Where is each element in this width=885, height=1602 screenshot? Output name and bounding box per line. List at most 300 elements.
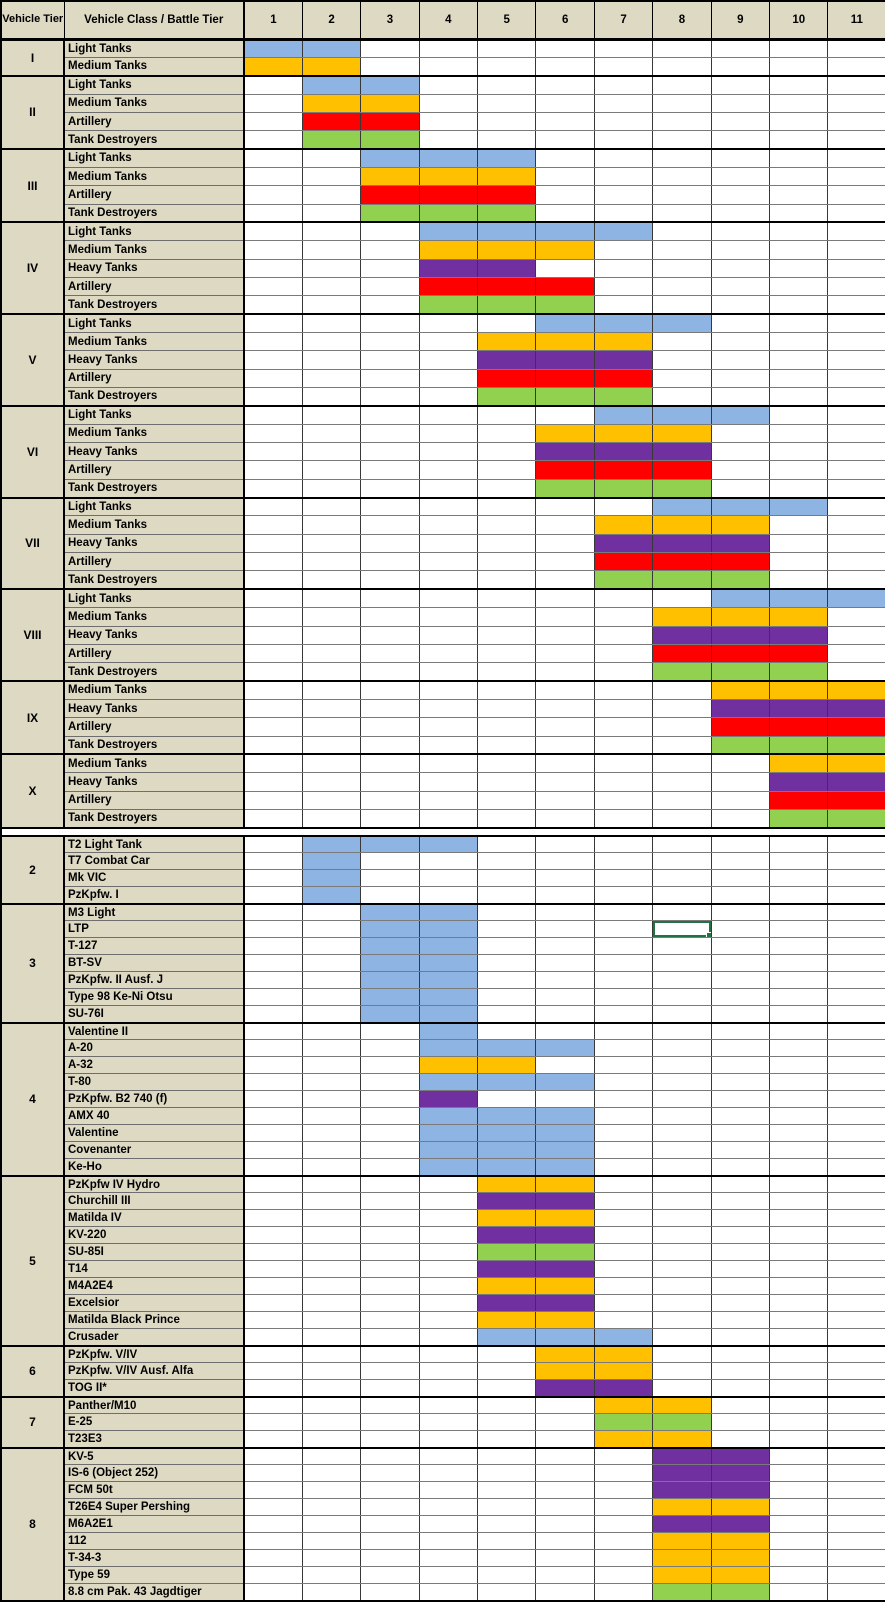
battle-tier-range-cell[interactable]	[711, 498, 769, 516]
grid-cell[interactable]	[770, 1006, 828, 1023]
grid-cell[interactable]	[478, 1414, 536, 1431]
grid-cell[interactable]	[361, 1176, 419, 1193]
grid-cell[interactable]	[711, 333, 769, 351]
grid-cell[interactable]	[770, 1414, 828, 1431]
grid-cell[interactable]	[244, 1499, 302, 1516]
battle-tier-range-cell[interactable]	[711, 589, 769, 607]
grid-cell[interactable]	[770, 1040, 828, 1057]
grid-cell[interactable]	[478, 112, 536, 130]
grid-cell[interactable]	[419, 39, 477, 57]
grid-cell[interactable]	[711, 39, 769, 57]
grid-cell[interactable]	[244, 699, 302, 717]
battle-tier-range-cell[interactable]	[478, 1295, 536, 1312]
battle-tier-range-cell[interactable]	[594, 1329, 652, 1346]
battle-tier-range-cell[interactable]	[419, 241, 477, 259]
grid-cell[interactable]	[536, 699, 594, 717]
grid-cell[interactable]	[361, 1108, 419, 1125]
battle-tier-range-cell[interactable]	[711, 516, 769, 534]
battle-tier-range-cell[interactable]	[419, 296, 477, 314]
grid-cell[interactable]	[770, 479, 828, 497]
grid-cell[interactable]	[536, 791, 594, 809]
grid-cell[interactable]	[478, 76, 536, 94]
grid-cell[interactable]	[536, 1023, 594, 1040]
grid-cell[interactable]	[770, 1465, 828, 1482]
battle-tier-range-cell[interactable]	[828, 736, 885, 754]
grid-cell[interactable]	[711, 204, 769, 222]
grid-cell[interactable]	[302, 955, 360, 972]
grid-cell[interactable]	[244, 1516, 302, 1533]
grid-cell[interactable]	[828, 853, 885, 870]
grid-cell[interactable]	[711, 259, 769, 277]
grid-cell[interactable]	[828, 516, 885, 534]
grid-cell[interactable]	[302, 1414, 360, 1431]
grid-cell[interactable]	[302, 608, 360, 626]
battle-tier-range-cell[interactable]	[594, 222, 652, 240]
battle-tier-range-cell[interactable]	[594, 1397, 652, 1414]
grid-cell[interactable]	[594, 131, 652, 149]
battle-tier-range-cell[interactable]	[653, 1482, 711, 1499]
grid-cell[interactable]	[594, 718, 652, 736]
grid-cell[interactable]	[302, 699, 360, 717]
grid-cell[interactable]	[770, 57, 828, 75]
grid-cell[interactable]	[478, 663, 536, 681]
grid-cell[interactable]	[711, 870, 769, 887]
grid-cell[interactable]	[478, 1499, 536, 1516]
grid-cell[interactable]	[770, 1363, 828, 1380]
grid-cell[interactable]	[711, 351, 769, 369]
grid-cell[interactable]	[361, 887, 419, 904]
battle-tier-range-cell[interactable]	[478, 149, 536, 167]
grid-cell[interactable]	[594, 1193, 652, 1210]
grid-cell[interactable]	[828, 534, 885, 552]
grid-cell[interactable]	[711, 1431, 769, 1448]
grid-cell[interactable]	[302, 167, 360, 185]
battle-tier-range-cell[interactable]	[478, 204, 536, 222]
battle-tier-range-cell[interactable]	[653, 571, 711, 589]
grid-cell[interactable]	[419, 1516, 477, 1533]
battle-tier-range-cell[interactable]	[478, 351, 536, 369]
grid-cell[interactable]	[594, 1550, 652, 1567]
grid-cell[interactable]	[536, 681, 594, 699]
grid-cell[interactable]	[594, 938, 652, 955]
grid-cell[interactable]	[711, 1057, 769, 1074]
grid-cell[interactable]	[594, 241, 652, 259]
grid-cell[interactable]	[419, 351, 477, 369]
grid-cell[interactable]	[653, 1278, 711, 1295]
battle-tier-range-cell[interactable]	[419, 259, 477, 277]
grid-cell[interactable]	[536, 1397, 594, 1414]
grid-cell[interactable]	[828, 39, 885, 57]
grid-cell[interactable]	[711, 1176, 769, 1193]
battle-tier-range-cell[interactable]	[711, 553, 769, 571]
battle-tier-range-cell[interactable]	[711, 1516, 769, 1533]
grid-cell[interactable]	[302, 259, 360, 277]
grid-cell[interactable]	[244, 553, 302, 571]
battle-tier-range-cell[interactable]	[478, 388, 536, 406]
grid-cell[interactable]	[536, 870, 594, 887]
grid-cell[interactable]	[302, 754, 360, 772]
grid-cell[interactable]	[828, 1227, 885, 1244]
grid-cell[interactable]	[244, 1261, 302, 1278]
grid-cell[interactable]	[419, 1431, 477, 1448]
battle-tier-range-cell[interactable]	[653, 1431, 711, 1448]
grid-cell[interactable]	[653, 1006, 711, 1023]
grid-cell[interactable]	[770, 534, 828, 552]
grid-cell[interactable]	[828, 1278, 885, 1295]
grid-cell[interactable]	[361, 424, 419, 442]
battle-tier-range-cell[interactable]	[594, 1431, 652, 1448]
battle-tier-range-cell[interactable]	[536, 1040, 594, 1057]
battle-tier-range-cell[interactable]	[653, 498, 711, 516]
grid-cell[interactable]	[828, 1108, 885, 1125]
battle-tier-range-cell[interactable]	[361, 836, 419, 853]
grid-cell[interactable]	[711, 424, 769, 442]
grid-cell[interactable]	[770, 39, 828, 57]
grid-cell[interactable]	[711, 369, 769, 387]
grid-cell[interactable]	[536, 406, 594, 424]
grid-cell[interactable]	[244, 1295, 302, 1312]
grid-cell[interactable]	[478, 314, 536, 332]
grid-cell[interactable]	[536, 186, 594, 204]
grid-cell[interactable]	[244, 76, 302, 94]
grid-cell[interactable]	[711, 112, 769, 130]
grid-cell[interactable]	[244, 681, 302, 699]
battle-tier-range-cell[interactable]	[244, 57, 302, 75]
grid-cell[interactable]	[361, 681, 419, 699]
battle-tier-range-cell[interactable]	[653, 534, 711, 552]
grid-cell[interactable]	[770, 1108, 828, 1125]
grid-cell[interactable]	[828, 333, 885, 351]
grid-cell[interactable]	[302, 1380, 360, 1397]
battle-tier-range-cell[interactable]	[419, 1142, 477, 1159]
grid-cell[interactable]	[594, 1482, 652, 1499]
battle-tier-range-cell[interactable]	[653, 1533, 711, 1550]
grid-cell[interactable]	[361, 1074, 419, 1091]
grid-cell[interactable]	[478, 498, 536, 516]
battle-tier-range-cell[interactable]	[361, 131, 419, 149]
grid-cell[interactable]	[361, 259, 419, 277]
battle-tier-range-cell[interactable]	[419, 921, 477, 938]
grid-cell[interactable]	[536, 938, 594, 955]
grid-cell[interactable]	[711, 277, 769, 295]
grid-cell[interactable]	[770, 1397, 828, 1414]
grid-cell[interactable]	[244, 870, 302, 887]
battle-tier-range-cell[interactable]	[594, 1363, 652, 1380]
grid-cell[interactable]	[419, 1533, 477, 1550]
grid-cell[interactable]	[478, 718, 536, 736]
grid-cell[interactable]	[302, 644, 360, 662]
grid-cell[interactable]	[536, 1006, 594, 1023]
battle-tier-range-cell[interactable]	[536, 1074, 594, 1091]
grid-cell[interactable]	[828, 1363, 885, 1380]
grid-cell[interactable]	[244, 94, 302, 112]
grid-cell[interactable]	[361, 369, 419, 387]
grid-cell[interactable]	[536, 608, 594, 626]
battle-tier-range-cell[interactable]	[770, 589, 828, 607]
battle-tier-range-cell[interactable]	[302, 131, 360, 149]
battle-tier-range-cell[interactable]	[653, 406, 711, 424]
grid-cell[interactable]	[478, 479, 536, 497]
grid-cell[interactable]	[419, 1414, 477, 1431]
battle-tier-range-cell[interactable]	[828, 699, 885, 717]
grid-cell[interactable]	[478, 1431, 536, 1448]
battle-tier-range-cell[interactable]	[653, 608, 711, 626]
grid-cell[interactable]	[594, 955, 652, 972]
battle-tier-range-cell[interactable]	[711, 1584, 769, 1601]
battle-tier-range-cell[interactable]	[536, 1244, 594, 1261]
grid-cell[interactable]	[653, 277, 711, 295]
grid-cell[interactable]	[302, 1499, 360, 1516]
grid-cell[interactable]	[653, 791, 711, 809]
grid-cell[interactable]	[536, 853, 594, 870]
grid-cell[interactable]	[711, 955, 769, 972]
grid-cell[interactable]	[244, 1227, 302, 1244]
grid-cell[interactable]	[244, 351, 302, 369]
battle-tier-range-cell[interactable]	[594, 424, 652, 442]
grid-cell[interactable]	[244, 534, 302, 552]
grid-cell[interactable]	[302, 904, 360, 921]
battle-tier-range-cell[interactable]	[828, 773, 885, 791]
grid-cell[interactable]	[478, 1448, 536, 1465]
battle-tier-range-cell[interactable]	[653, 479, 711, 497]
grid-cell[interactable]	[419, 1193, 477, 1210]
grid-cell[interactable]	[361, 1380, 419, 1397]
grid-cell[interactable]	[828, 1057, 885, 1074]
battle-tier-range-cell[interactable]	[419, 149, 477, 167]
battle-tier-range-cell[interactable]	[478, 222, 536, 240]
grid-cell[interactable]	[244, 938, 302, 955]
grid-cell[interactable]	[361, 1397, 419, 1414]
grid-cell[interactable]	[419, 388, 477, 406]
battle-tier-range-cell[interactable]	[536, 369, 594, 387]
grid-cell[interactable]	[828, 870, 885, 887]
grid-cell[interactable]	[478, 938, 536, 955]
grid-cell[interactable]	[244, 1176, 302, 1193]
grid-cell[interactable]	[594, 149, 652, 167]
grid-cell[interactable]	[594, 1142, 652, 1159]
grid-cell[interactable]	[478, 571, 536, 589]
grid-cell[interactable]	[244, 1567, 302, 1584]
grid-cell[interactable]	[828, 1142, 885, 1159]
battle-tier-range-cell[interactable]	[653, 1567, 711, 1584]
battle-tier-range-cell[interactable]	[536, 1193, 594, 1210]
battle-tier-range-cell[interactable]	[536, 1176, 594, 1193]
grid-cell[interactable]	[594, 921, 652, 938]
grid-cell[interactable]	[244, 608, 302, 626]
grid-cell[interactable]	[770, 351, 828, 369]
grid-cell[interactable]	[594, 1091, 652, 1108]
grid-cell[interactable]	[361, 1227, 419, 1244]
grid-cell[interactable]	[361, 498, 419, 516]
grid-cell[interactable]	[302, 1244, 360, 1261]
grid-cell[interactable]	[478, 534, 536, 552]
grid-cell[interactable]	[653, 296, 711, 314]
grid-cell[interactable]	[361, 736, 419, 754]
grid-cell[interactable]	[711, 1091, 769, 1108]
grid-cell[interactable]	[594, 699, 652, 717]
grid-cell[interactable]	[361, 534, 419, 552]
battle-tier-range-cell[interactable]	[302, 76, 360, 94]
grid-cell[interactable]	[536, 1499, 594, 1516]
battle-tier-range-cell[interactable]	[770, 791, 828, 809]
grid-cell[interactable]	[828, 904, 885, 921]
battle-tier-range-cell[interactable]	[419, 1108, 477, 1125]
grid-cell[interactable]	[419, 663, 477, 681]
battle-tier-range-cell[interactable]	[302, 57, 360, 75]
grid-cell[interactable]	[244, 1584, 302, 1601]
grid-cell[interactable]	[478, 1006, 536, 1023]
grid-cell[interactable]	[361, 1584, 419, 1601]
battle-tier-range-cell[interactable]	[653, 516, 711, 534]
grid-cell[interactable]	[419, 681, 477, 699]
battle-tier-range-cell[interactable]	[536, 1346, 594, 1363]
grid-cell[interactable]	[594, 1125, 652, 1142]
grid-cell[interactable]	[828, 1023, 885, 1040]
battle-tier-range-cell[interactable]	[478, 1159, 536, 1176]
grid-cell[interactable]	[302, 626, 360, 644]
battle-tier-range-cell[interactable]	[478, 1312, 536, 1329]
grid-cell[interactable]	[828, 149, 885, 167]
grid-cell[interactable]	[244, 1533, 302, 1550]
grid-cell[interactable]	[361, 516, 419, 534]
grid-cell[interactable]	[770, 989, 828, 1006]
grid-cell[interactable]	[478, 773, 536, 791]
grid-cell[interactable]	[244, 921, 302, 938]
grid-cell[interactable]	[770, 388, 828, 406]
battle-tier-range-cell[interactable]	[536, 277, 594, 295]
grid-cell[interactable]	[536, 955, 594, 972]
grid-cell[interactable]	[478, 681, 536, 699]
grid-cell[interactable]	[244, 1023, 302, 1040]
grid-cell[interactable]	[419, 571, 477, 589]
grid-cell[interactable]	[828, 1380, 885, 1397]
grid-cell[interactable]	[478, 836, 536, 853]
grid-cell[interactable]	[653, 1244, 711, 1261]
battle-tier-range-cell[interactable]	[594, 314, 652, 332]
grid-cell[interactable]	[828, 1550, 885, 1567]
grid-cell[interactable]	[594, 1023, 652, 1040]
grid-cell[interactable]	[302, 1040, 360, 1057]
grid-cell[interactable]	[770, 1499, 828, 1516]
grid-cell[interactable]	[828, 167, 885, 185]
grid-cell[interactable]	[828, 277, 885, 295]
grid-cell[interactable]	[478, 1533, 536, 1550]
battle-tier-range-cell[interactable]	[828, 754, 885, 772]
grid-cell[interactable]	[302, 1431, 360, 1448]
grid-cell[interactable]	[302, 424, 360, 442]
grid-cell[interactable]	[594, 791, 652, 809]
battle-tier-range-cell[interactable]	[828, 589, 885, 607]
grid-cell[interactable]	[653, 1040, 711, 1057]
grid-cell[interactable]	[711, 1159, 769, 1176]
grid-cell[interactable]	[653, 204, 711, 222]
battle-tier-range-cell[interactable]	[478, 1261, 536, 1278]
grid-cell[interactable]	[770, 1584, 828, 1601]
grid-cell[interactable]	[828, 836, 885, 853]
battle-tier-range-cell[interactable]	[594, 351, 652, 369]
grid-cell[interactable]	[478, 131, 536, 149]
grid-cell[interactable]	[361, 1414, 419, 1431]
grid-cell[interactable]	[828, 1584, 885, 1601]
grid-cell[interactable]	[361, 1278, 419, 1295]
battle-tier-range-cell[interactable]	[419, 167, 477, 185]
grid-cell[interactable]	[770, 1295, 828, 1312]
grid-cell[interactable]	[653, 809, 711, 827]
battle-tier-range-cell[interactable]	[536, 296, 594, 314]
battle-tier-range-cell[interactable]	[478, 1176, 536, 1193]
grid-cell[interactable]	[244, 406, 302, 424]
battle-tier-range-cell[interactable]	[536, 424, 594, 442]
grid-cell[interactable]	[653, 1091, 711, 1108]
battle-tier-range-cell[interactable]	[653, 461, 711, 479]
grid-cell[interactable]	[419, 718, 477, 736]
grid-cell[interactable]	[302, 186, 360, 204]
grid-cell[interactable]	[711, 296, 769, 314]
grid-cell[interactable]	[594, 94, 652, 112]
battle-tier-range-cell[interactable]	[361, 921, 419, 938]
grid-cell[interactable]	[653, 241, 711, 259]
grid-cell[interactable]	[302, 736, 360, 754]
grid-cell[interactable]	[419, 1584, 477, 1601]
grid-cell[interactable]	[361, 773, 419, 791]
grid-cell[interactable]	[244, 186, 302, 204]
grid-cell[interactable]	[361, 1482, 419, 1499]
grid-cell[interactable]	[828, 1261, 885, 1278]
battle-tier-range-cell[interactable]	[361, 186, 419, 204]
grid-cell[interactable]	[828, 1397, 885, 1414]
grid-cell[interactable]	[361, 699, 419, 717]
grid-cell[interactable]	[711, 938, 769, 955]
grid-cell[interactable]	[711, 1261, 769, 1278]
grid-cell[interactable]	[828, 1210, 885, 1227]
grid-cell[interactable]	[770, 1210, 828, 1227]
grid-cell[interactable]	[770, 887, 828, 904]
grid-cell[interactable]	[770, 1074, 828, 1091]
grid-cell[interactable]	[478, 644, 536, 662]
grid-cell[interactable]	[653, 1346, 711, 1363]
battle-tier-range-cell[interactable]	[419, 1040, 477, 1057]
grid-cell[interactable]	[361, 1125, 419, 1142]
battle-tier-range-cell[interactable]	[478, 369, 536, 387]
grid-cell[interactable]	[361, 1363, 419, 1380]
grid-cell[interactable]	[828, 989, 885, 1006]
grid-cell[interactable]	[361, 1431, 419, 1448]
grid-cell[interactable]	[361, 1193, 419, 1210]
grid-cell[interactable]	[419, 1176, 477, 1193]
grid-cell[interactable]	[419, 1482, 477, 1499]
grid-cell[interactable]	[419, 369, 477, 387]
grid-cell[interactable]	[244, 479, 302, 497]
grid-cell[interactable]	[361, 461, 419, 479]
grid-cell[interactable]	[770, 167, 828, 185]
grid-cell[interactable]	[244, 1346, 302, 1363]
grid-cell[interactable]	[361, 1550, 419, 1567]
battle-tier-range-cell[interactable]	[594, 1414, 652, 1431]
grid-cell[interactable]	[244, 754, 302, 772]
grid-cell[interactable]	[361, 1448, 419, 1465]
grid-cell[interactable]	[536, 1516, 594, 1533]
grid-cell[interactable]	[361, 1567, 419, 1584]
grid-cell[interactable]	[244, 1550, 302, 1567]
grid-cell[interactable]	[361, 1210, 419, 1227]
grid-cell[interactable]	[653, 1074, 711, 1091]
grid-cell[interactable]	[302, 1176, 360, 1193]
fill-handle[interactable]	[706, 932, 712, 938]
grid-cell[interactable]	[302, 479, 360, 497]
battle-tier-range-cell[interactable]	[419, 1057, 477, 1074]
grid-cell[interactable]	[244, 1125, 302, 1142]
grid-cell[interactable]	[302, 388, 360, 406]
